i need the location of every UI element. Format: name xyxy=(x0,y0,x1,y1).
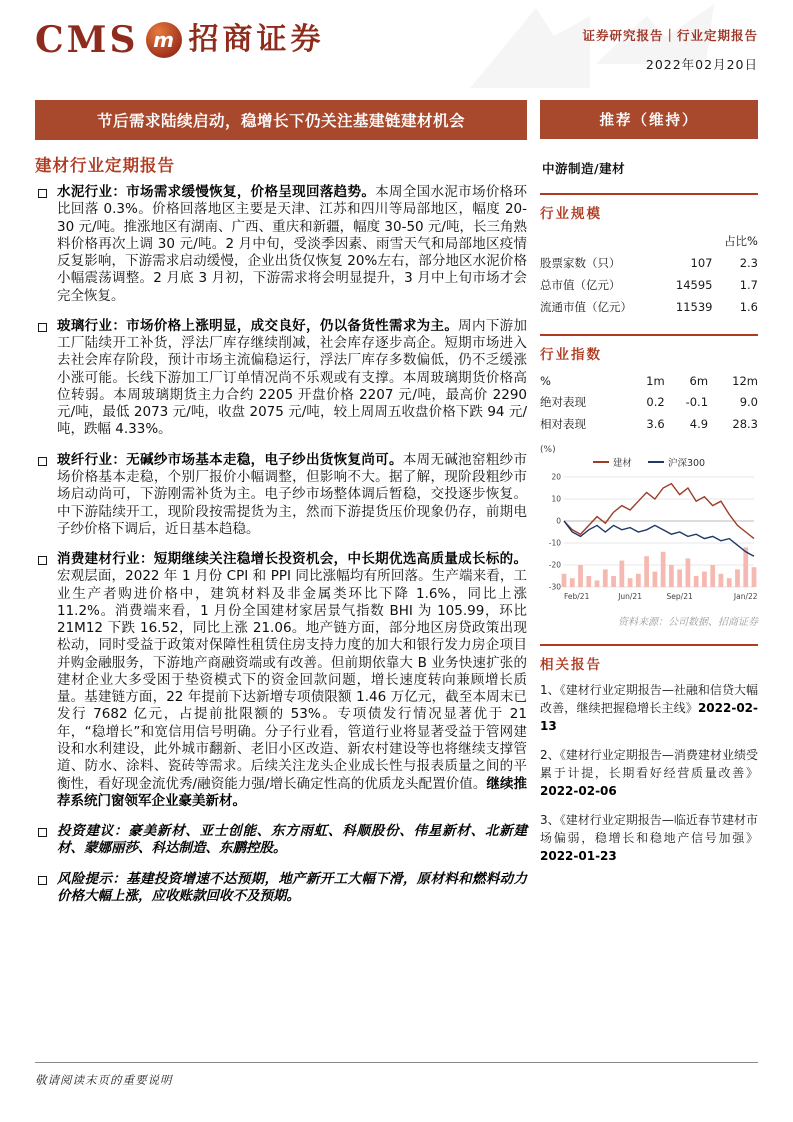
section-investment-advice xyxy=(35,823,527,858)
report-subtitle: 建材行业定期报告 xyxy=(35,156,175,175)
section-glass xyxy=(35,318,527,439)
svg-text:-20: -20 xyxy=(548,560,561,570)
related-report-item: 1、《建材行业定期报告—社融和信贷大幅改善，继续把握稳增长主线》2022-02-13 xyxy=(540,683,758,733)
industry-index-table xyxy=(540,371,758,435)
chart-legend xyxy=(540,455,758,469)
section-risk-warning xyxy=(35,871,527,906)
header-meta xyxy=(582,26,758,73)
table-row: 股票家数（只） 107 2.3 xyxy=(540,256,758,270)
section-risk-warning-text: 风险提示：基建投资增速不达预期，地产新开工大幅下滑，原材料和燃料动力价格大幅上涨，应收账款回收不及预期。 xyxy=(57,870,527,904)
section-cement xyxy=(35,184,527,305)
svg-text:Sep/21: Sep/21 xyxy=(666,592,693,601)
report-type: 证券研究报告｜行业定期报告 xyxy=(582,28,758,43)
legend-item: 沪深300 xyxy=(648,455,705,469)
section-header-industry-scale: 行业规模 xyxy=(540,193,758,222)
legend-line-icon xyxy=(593,461,609,463)
svg-text:0: 0 xyxy=(556,516,561,526)
bullet-square-icon xyxy=(38,323,47,332)
bullet-square-icon xyxy=(38,876,47,885)
svg-text:-10: -10 xyxy=(548,538,561,548)
table-row: 总市值（亿元） 14595 1.7 xyxy=(540,278,758,292)
section-cement-text: 水泥行业：市场需求缓慢恢复，价格呈现回落趋势。本周全国水泥市场价格环比回落 0.3%。价格回落地区主要是天津、江苏和四川等局部地区，幅度 20-30 元/吨。推涨地区有湖南、广西、重庆和新疆，幅度 30-50 元/吨，长三角熟料价格再次上调 30 元/吨。2 月中旬，受淡季因素、雨雪天气和局部地区疫情反复影响，下游需求启动缓慢，企业出货仅恢复 20%左右，部分地区水泥价格小幅震荡调整。2 月底 3 月初，下游需求将会明显提升，3 月中上旬市场才会完全恢复。 xyxy=(57,184,528,304)
section-fiberglass xyxy=(35,452,527,538)
section-glass-text: 玻璃行业：市场价格上涨明显，成交良好，仍以备货性需求为主。周内下游加工厂陆续开工补货，浮法厂库存继续削减，社会库存逐步高企。短期市场进入去社会库存阶段，预计市场主流偏稳运行，浮法厂库存多数偏低，仍不乏缓涨小涨可能。长线下游加工厂订单情况尚不乐观或有支撑。本周玻璃期货价格高位转弱。本周玻璃期货主力合约 2205 开盘价格 2207 元/吨，最高价 2290 元/吨，最低 2073 元/吨，收盘 2075 元/吨，较上周周五收盘价格下跌 94 元/吨，跌幅 4.33%。 xyxy=(57,317,528,438)
report-body xyxy=(35,184,527,918)
col-header-pct: 占比% xyxy=(724,234,758,248)
table-row xyxy=(540,230,758,252)
table-row: % 1m 6m 12m xyxy=(540,374,758,388)
cms-logo xyxy=(35,19,325,61)
industry-tag: 中游制造/建材 xyxy=(542,161,626,176)
industry-index-chart xyxy=(540,445,758,607)
line-chart-svg xyxy=(540,471,758,603)
sidebar xyxy=(540,100,758,876)
legend-line-icon xyxy=(648,461,664,463)
section-investment-advice-text: 投资建议：豪美新材、亚士创能、东方雨虹、科顺股份、伟星新材、北新建材、蒙娜丽莎、科达制造、东鹏控股。 xyxy=(57,823,527,857)
bullet-square-icon xyxy=(38,457,47,466)
section-consumer-materials-text: 消费建材行业：短期继续关注稳增长投资机会，中长期优选高质量成长标的。宏观层面，2022 年 1 月份 CPI 和 PPI 同比涨幅均有所回落。生产端来看，工业生产者购进价格中，建筑材料及非金属类环比下降 1.6%，同比上涨 11.2%。消费端来看，1 月份全国建材家居景气指数 BHI 为 105.99，环比 21M12 下跌 16.52，同比上涨 21.06。地产链方面，部分地区房贷政策出现松动，同时受益于政策对保障性租赁住房支持力度的加大和银行发力房企项目并购金融服务，下游地产商融资端或有改善。但前期依靠大 B 业务快速扩张的建材企业大多受困于垫资模式下的资金回款问题，增长速度转向兼顾增长质量。基建链方面，22 年提前下达新增专项债限额 1.46 万亿元，截至本周末已发行 7682 亿元，占提前批限额的 53%。专项债发行情况显著优于 21 年，“稳增长”和宽信用信号明确。分子行业看，管道行业将显著受益于管网建设和水利建设，此外城市翻新、老旧小区改造、新农村建设等也将继续支撑管道、防水、涂料、瓷砖等需求。后续关注龙头企业成长性与报表质量之间的平衡性，看好现金流优秀/融资能力强/增长确定性高的优质龙头配置价值。继续推荐系统门窗领军企业豪美新材。 xyxy=(57,551,527,809)
cms-logo-text: CMS xyxy=(35,19,139,61)
section-header-related-reports: 相关报告 xyxy=(540,644,758,673)
page-header xyxy=(35,18,758,80)
table-row: 流通市值（亿元） 11539 1.6 xyxy=(540,300,758,314)
table-row: 相对表现 3.6 4.9 28.3 xyxy=(540,417,758,431)
bullet-square-icon xyxy=(38,189,47,198)
report-date: 2022年02月20日 xyxy=(645,57,758,72)
cms-logo-chinese: 招商证券 xyxy=(188,22,325,57)
svg-text:-30: -30 xyxy=(548,582,561,592)
industry-scale-table xyxy=(540,230,758,318)
svg-text:Jun/21: Jun/21 xyxy=(618,592,642,601)
section-fiberglass-text: 玻纤行业：无碱纱市场基本走稳，电子纱出货恢复尚可。本周无碱池窑粗纱市场价格基本走稳，个别厂报价小幅调整，但影响不大。据了解，现阶段粗纱市场启动尚可，下游刚需补货为主。电子纱市场整体调后暂稳，交投逐步恢复。中下游陆续开工，现阶段按需提货为主，然而下游提货压价现象仍存，前期电子纱价格下调后，近日基本趋稳。 xyxy=(57,451,528,537)
cms-logo-icon: m xyxy=(146,22,182,58)
footer-disclaimer: 敬请阅读末页的重要说明 xyxy=(35,1073,173,1087)
footer-divider xyxy=(35,1062,758,1063)
section-header-industry-index: 行业指数 xyxy=(540,334,758,363)
svg-text:Feb/21: Feb/21 xyxy=(564,592,590,601)
section-consumer-materials xyxy=(35,551,527,810)
bullet-square-icon xyxy=(38,828,47,837)
bullet-square-icon xyxy=(38,556,47,565)
table-row: 绝对表现 0.2 -0.1 9.0 xyxy=(540,395,758,409)
chart-y-axis-label: (%) xyxy=(540,445,556,455)
svg-text:Jan/22: Jan/22 xyxy=(733,592,758,601)
chart-source-note: 资料来源：公司数据、招商证券 xyxy=(618,617,758,628)
svg-text:20: 20 xyxy=(551,472,561,482)
related-report-item: 3、《建材行业定期报告—临近春节建材市场偏弱，稳增长和稳地产信号加强》2022-01-23 xyxy=(540,813,758,863)
rating-badge: 推荐（维持） xyxy=(540,100,758,139)
svg-text:10: 10 xyxy=(551,494,561,504)
legend-item: 建材 xyxy=(593,455,632,469)
related-report-item: 2、《建材行业定期报告—消费建材业绩受累于计提，长期看好经营质量改善》2022-02-06 xyxy=(540,748,758,798)
report-title-banner: 节后需求陆续启动，稳增长下仍关注基建链建材机会 xyxy=(35,100,527,140)
